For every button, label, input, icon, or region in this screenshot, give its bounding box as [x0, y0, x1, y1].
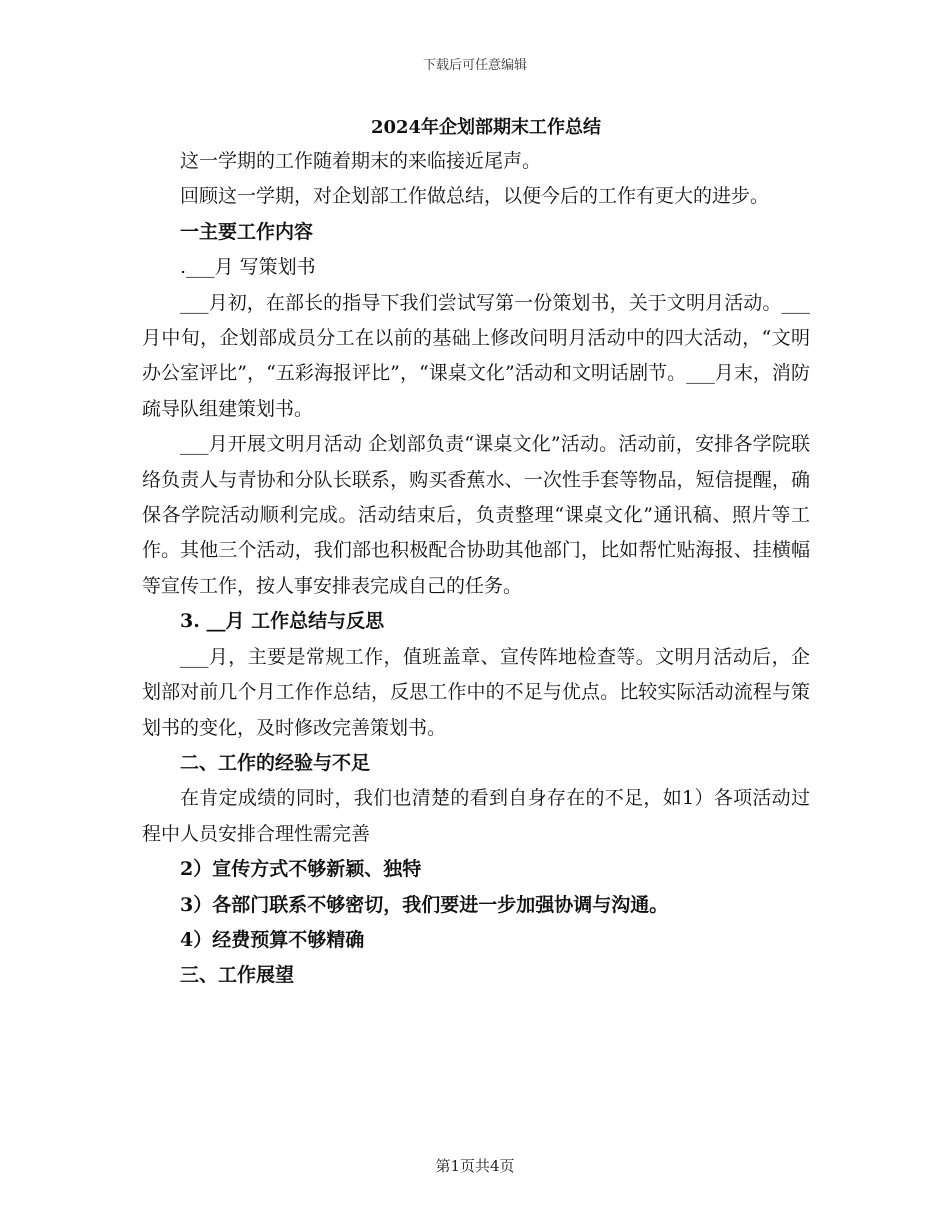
paragraph-shortcomings: 在肯定成绩的同时，我们也清楚的看到自身存在的不足，如1）各项活动过程中人员安排合理性需完善	[142, 787, 810, 845]
list-item-communication: 3）各部门联系不够密切，我们要进一步加强协调与沟通。	[180, 893, 669, 916]
list-item-budget: 4）经费预算不够精确	[180, 928, 365, 951]
page-footer: 第1页共4页	[435, 1157, 515, 1175]
document-title: 2024年企划部期末工作总结	[370, 117, 602, 138]
list-item-publicity: 2）宣传方式不够新颖、独特	[180, 858, 422, 881]
paragraph-intro: 这一学期的工作随着期末的来临接近尾声。	[180, 150, 542, 172]
section-heading-experience: 二、工作的经验与不足	[180, 751, 371, 774]
section-heading-main-work: 一主要工作内容	[180, 220, 314, 243]
section-heading-outlook: 三、工作展望	[180, 964, 295, 987]
paragraph-routine-work: ___月，主要是常规工作，值班盖章、宣传阵地检查等。文明月活动后，企划部对前几个月工作作总结，反思工作中的不足与优点。比较实际活动流程与策划书的变化，及时修改完善策划书。	[142, 645, 810, 739]
header-note: 下载后可任意编辑	[422, 58, 527, 73]
paragraph-review: 回顾这一学期，对企划部工作做总结，以便今后的工作有更大的进步。	[180, 185, 770, 208]
subheading-planning: .___月 写策划书	[180, 256, 316, 279]
subheading-summary-reflection: 3. __月 工作总结与反思	[180, 610, 385, 633]
paragraph-civilization-month: ___月开展文明月活动 企划部负责“课桌文化”活动。活动前，安排各学院联络负责人与青协和分队长联系，购买香蕉水、一次性手套等物品，短信提醒，确保各学院活动顺利完成。活动结束后，负责整理“课桌文化”通讯稿、照片等工作。其他三个活动，我们部也积极配合协助其他部门，比如帮忙贴海报、挂横幅等宣传工作，按人事安排表完成自己的任务。	[142, 433, 810, 597]
document-body	[142, 112, 810, 994]
paragraph-planning: ___月初，在部长的指导下我们尝试写第一份策划书，关于文明月活动。___月中旬，企划部成员分工在以前的基础上修改问明月活动中的四大活动，“文明办公室评比”，“五彩海报评比”，“课桌文化”活动和文明话剧节。___月末，消防疏导队组建策划书。	[142, 291, 810, 420]
